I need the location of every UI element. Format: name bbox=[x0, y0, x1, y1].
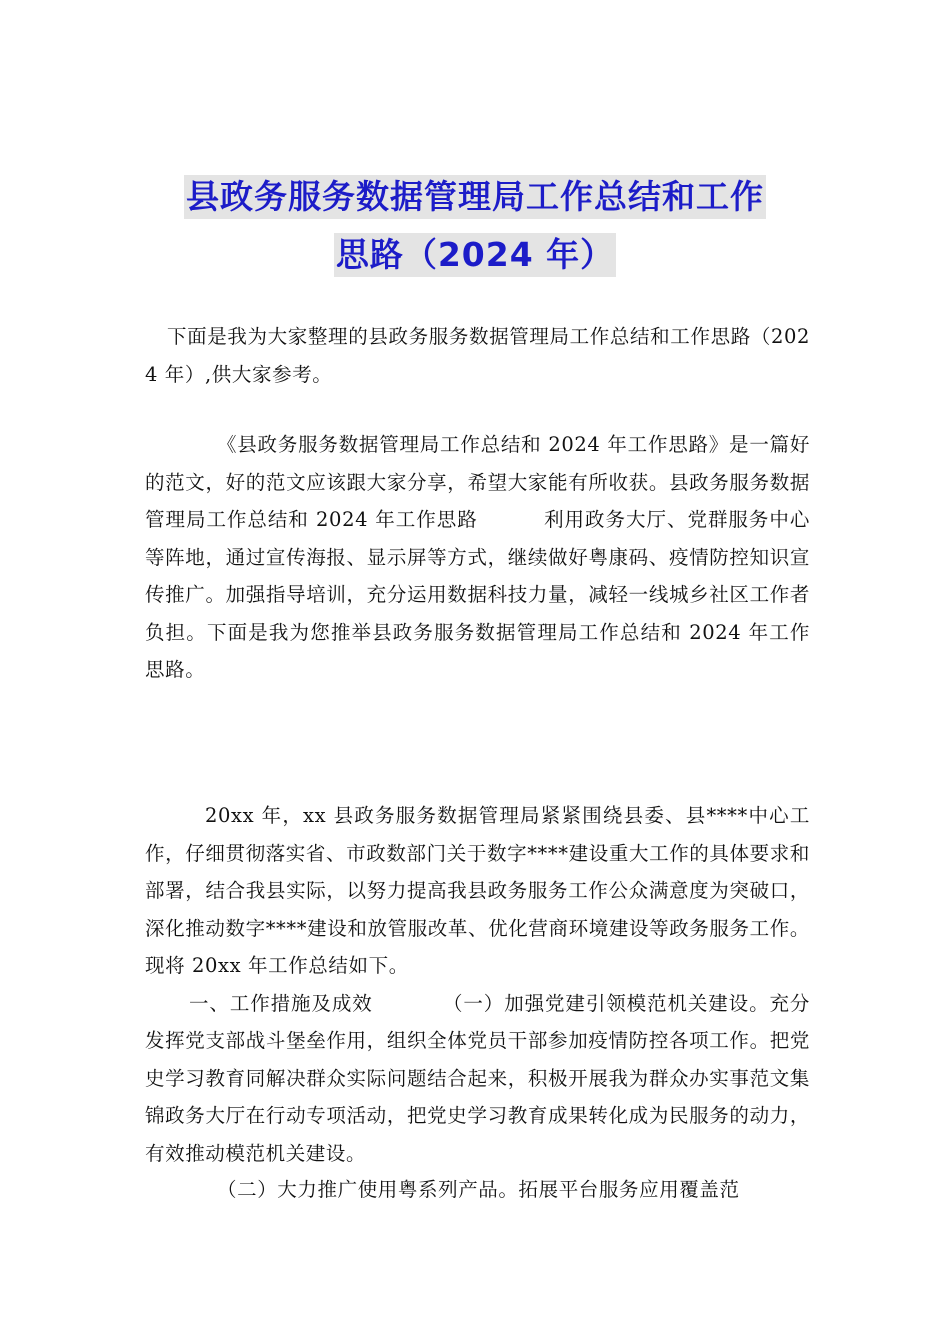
quote-text-part1: 《县政务服务数据管理局工作总结和 2024 年工作思路》是一篇好的范文，好的范文应该跟大家分享，希望大家能有所收获。县政务服务数据管理局工作总结和 2024 年工作思路 bbox=[145, 433, 810, 531]
section-line bbox=[145, 985, 810, 1173]
section-text-part1: （一）加强党建引领模范机关建设。充分发挥党支部战斗堡垒作用，组织全体党员干部参加疫情防控各项工作。把党史学习教育同解决群众实际问题结合起来，积极开展我为群众办实事范文集锦政务大厅在行动专项活动，把党史学习教育成果转化成为民服务的动力，有效推动模范机关建设。 bbox=[145, 991, 810, 1165]
intro-paragraph: 下面是我为大家整理的县政务服务数据管理局工作总结和工作思路（2024 年）,供大家参考。 bbox=[145, 325, 810, 386]
second-section-paragraph: （二）大力推广使用粤系列产品。拓展平台服务应用覆盖范 bbox=[217, 1178, 740, 1201]
title-line-2: 思路（2024 年） bbox=[334, 233, 616, 277]
main-paragraph bbox=[145, 797, 810, 1172]
quote-paragraph bbox=[145, 426, 810, 689]
main-paragraph-text: 20xx 年，xx 县政务服务数据管理局紧紧围绕县委、县****中心工作，仔细贯彻落实省、市政数部门关于数字****建设重大工作的具体要求和部署，结合我县实际，以努力提高我县政务服务工作公众满意度为突破口，深化推动数字****建设和放管服改革、优化营商环境建设等政务服务工作。现将 20xx 年工作总结如下。 bbox=[145, 804, 810, 977]
quote-text-part2: 利用政务大厅、党群服务中心等阵地，通过宣传海报、显示屏等方式，继续做好粤康码、疫情防控知识宣传推广。加强指导培训，充分运用数据科技力量，减轻一线城乡社区工作者负担。下面是我为您推举县政务服务数据管理局工作总结和 2024 年工作思路。 bbox=[145, 508, 810, 681]
document-title bbox=[145, 175, 805, 277]
section-heading: 一、工作措施及成效 bbox=[189, 991, 373, 1015]
title-line-1: 县政务服务数据管理局工作总结和工作 bbox=[184, 175, 766, 219]
